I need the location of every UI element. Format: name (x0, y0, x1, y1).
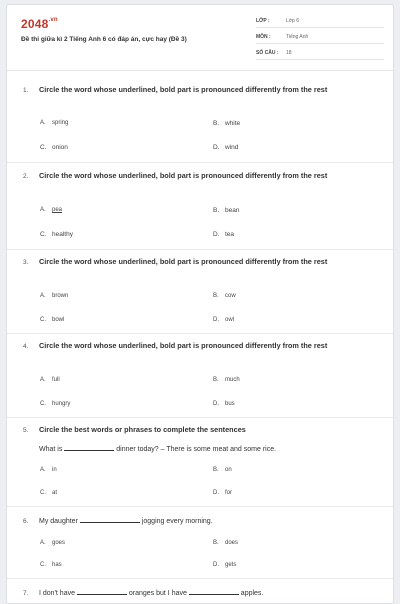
option-d[interactable]: D. owl (213, 317, 235, 323)
question-number: 4. (23, 343, 29, 350)
option-a[interactable]: A. pea (40, 207, 63, 213)
exam-header (7, 5, 395, 71)
meta-question-count: SỐ CÂU : 18 (256, 46, 384, 60)
question-divider (7, 506, 395, 507)
option-b[interactable]: B. cow (213, 293, 236, 299)
option-b[interactable]: B. on (213, 467, 232, 473)
option-a[interactable]: A. spring (40, 120, 69, 126)
meta-class: LỚP : Lớp 6 (256, 14, 384, 28)
option-c[interactable]: C. at (40, 490, 58, 496)
option-a[interactable]: A. full (40, 377, 60, 383)
option-d[interactable]: D. bus (213, 401, 235, 407)
question-text: Circle the best words or phrases to complete the sentences (39, 425, 246, 434)
question-divider (7, 162, 395, 163)
option-c[interactable]: C. onion (40, 144, 68, 151)
option-a[interactable]: A. goes (40, 540, 66, 546)
option-c[interactable]: C. hungry (40, 401, 71, 407)
option-a[interactable]: A. in (40, 467, 57, 473)
option-c[interactable]: C. healthy (40, 231, 73, 238)
question-divider (7, 333, 395, 334)
answer-blank[interactable] (64, 444, 114, 451)
option-c[interactable]: C. bowl (40, 317, 65, 323)
question-divider (7, 578, 395, 579)
site-logo[interactable]: $2048^{.vn}$ (21, 17, 58, 31)
question-stem: My daughter jogging every morning. (39, 518, 213, 525)
question-number: 7. (23, 590, 29, 597)
option-b[interactable]: B. white (213, 120, 241, 127)
question-text: Circle the word whose underlined, bold part is pronounced differently from the rest (39, 257, 328, 266)
question-number: 5. (23, 427, 29, 434)
question-text: Circle the word whose underlined, bold part is pronounced differently from the rest (39, 85, 328, 94)
answer-blank[interactable] (80, 516, 140, 523)
question-text: Circle the word whose underlined, bold part is pronounced differently from the rest (39, 341, 328, 350)
answer-blank[interactable] (77, 588, 127, 595)
option-c[interactable]: C. has (40, 562, 62, 568)
meta-subject: MÔN : Tiếng Anh (256, 30, 384, 44)
question-stem: What is dinner today? – There is some meat and some rice. (39, 446, 277, 453)
question-number: 2. (23, 173, 29, 180)
option-d[interactable]: D. wind (213, 144, 239, 151)
question-divider (7, 417, 395, 418)
option-b[interactable]: B. does (213, 540, 239, 546)
question-stem: I don't have oranges but I have apples. (39, 590, 264, 597)
question-number: 1. (23, 87, 29, 94)
question-text: Circle the word whose underlined, bold part is pronounced differently from the rest (39, 171, 328, 180)
exam-sheet (6, 4, 394, 604)
answer-blank[interactable] (189, 588, 239, 595)
question-number: 3. (23, 259, 29, 266)
question-number: 6. (23, 518, 29, 525)
option-d[interactable]: D. tea (213, 231, 235, 238)
question-divider (7, 249, 395, 250)
exam-title: Đề thi giữa kì 2 Tiếng Anh 6 có đáp án, cực hay (Đề 3) (21, 36, 187, 43)
option-d[interactable]: D. for (213, 490, 233, 496)
option-b[interactable]: B. bean (213, 207, 240, 214)
option-b[interactable]: B. much (213, 377, 240, 383)
option-d[interactable]: D. gets (213, 562, 237, 568)
option-a[interactable]: A. brown (40, 293, 69, 299)
